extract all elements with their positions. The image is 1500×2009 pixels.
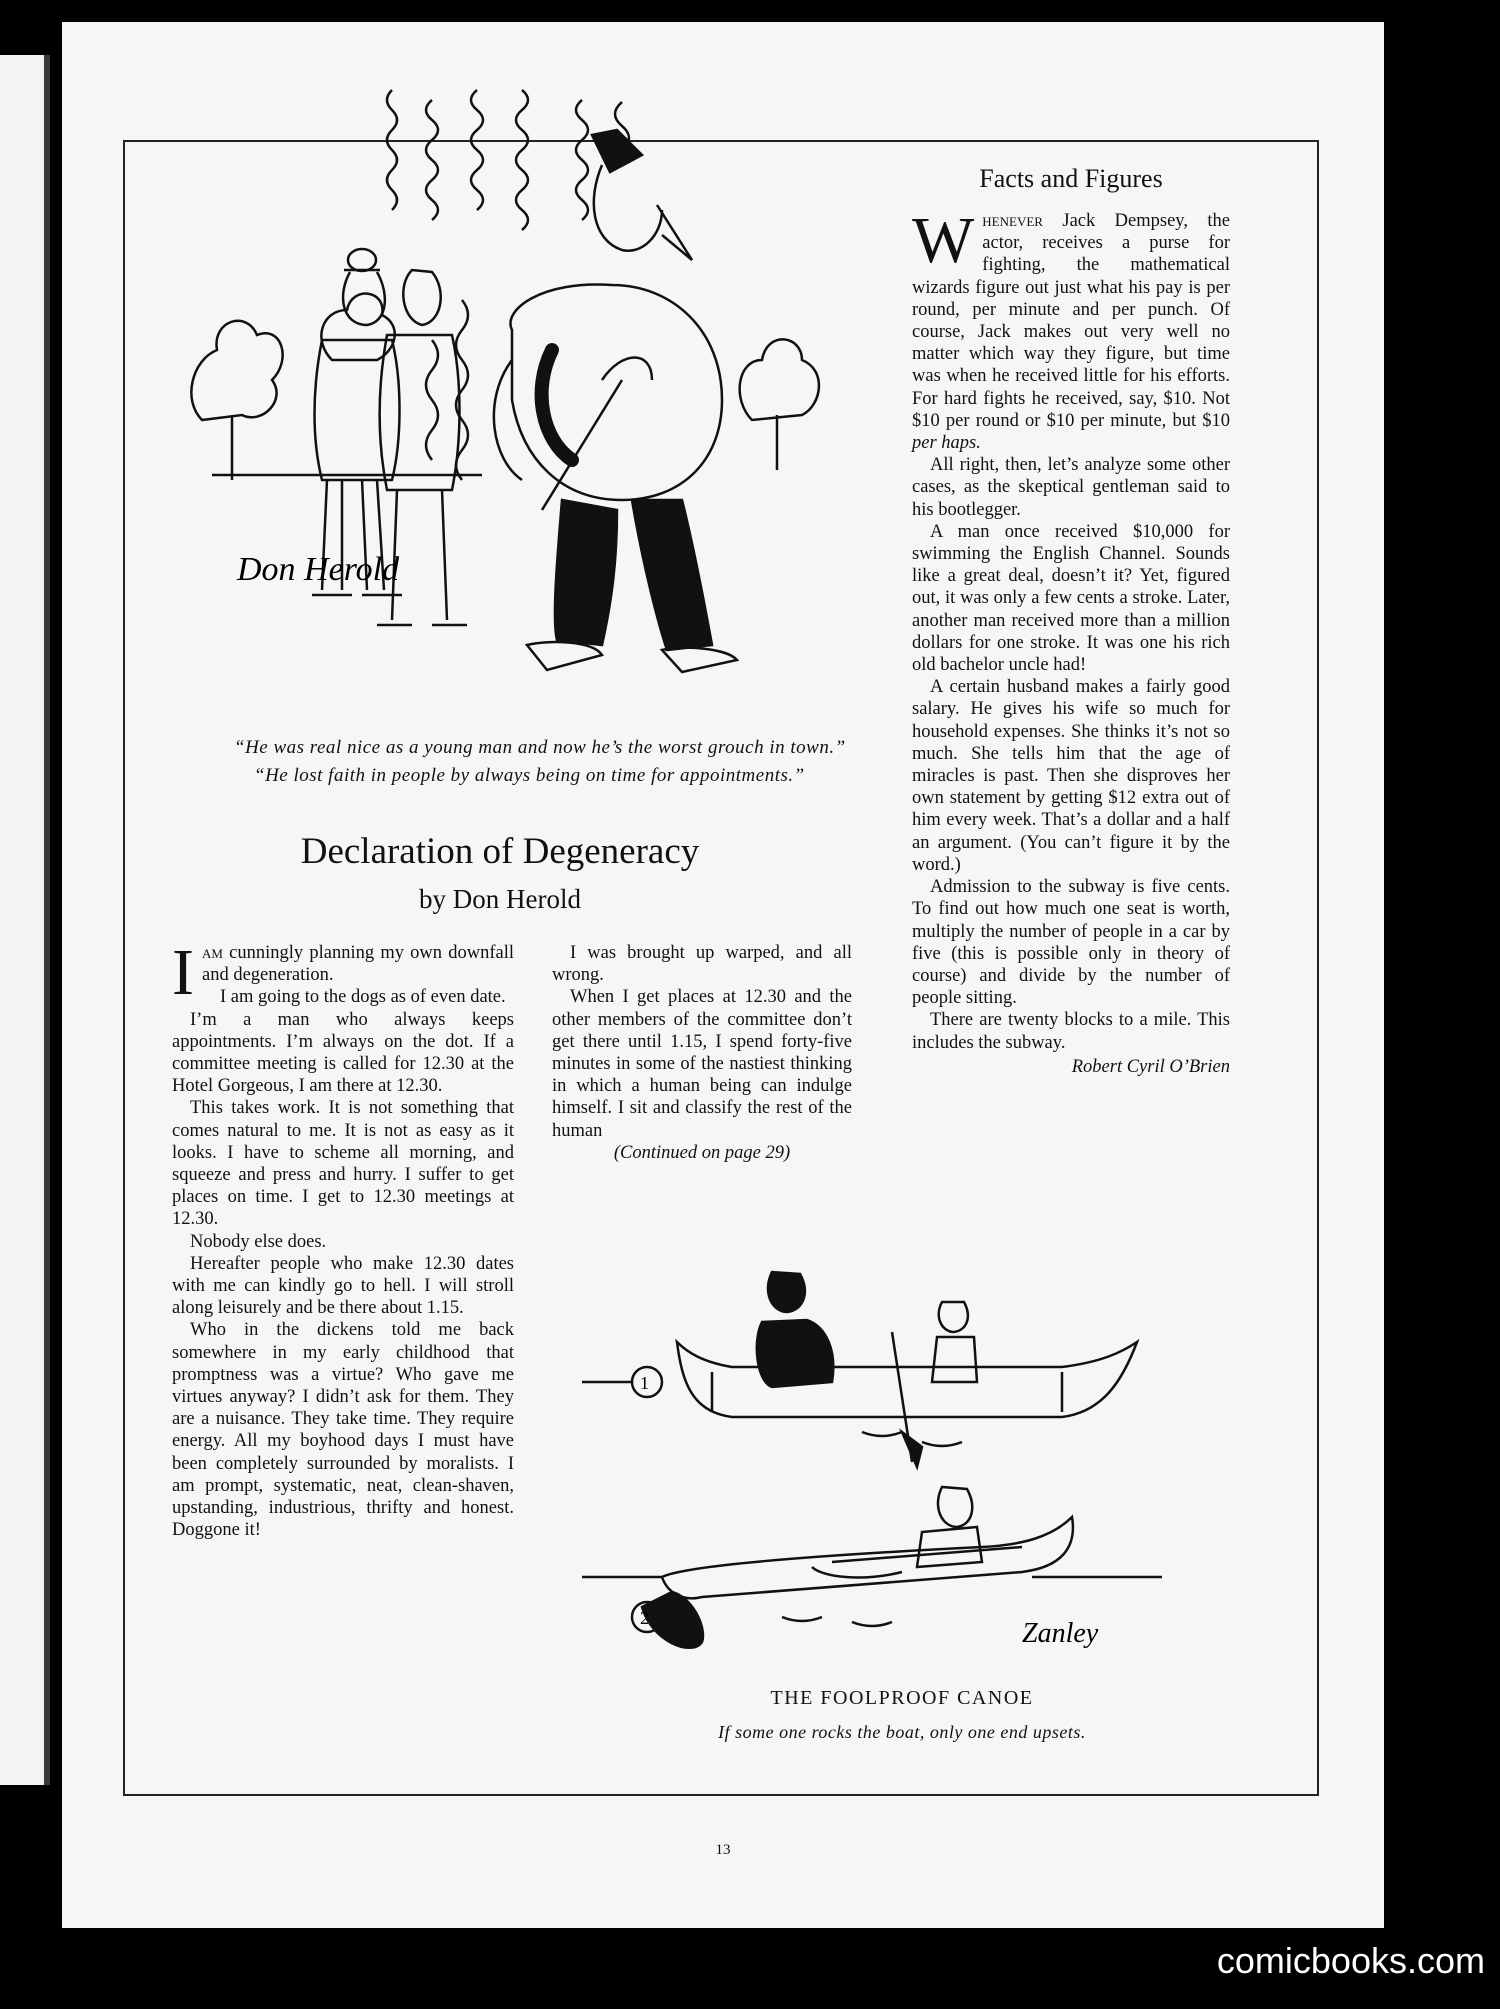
magazine-page (62, 22, 1384, 1928)
article-title: Declaration of Degeneracy (300, 831, 700, 872)
facts-title: Facts and Figures (979, 164, 1163, 193)
facts-paragraph: All right, then, let’s analyze some other cases, as the skeptical gentleman said to his bootlegger. (912, 455, 1230, 520)
adjacent-page-edge (0, 55, 50, 1785)
facts-paragraph: There are twenty blocks to a mile. This includes the subway. (912, 1010, 1230, 1053)
facts-dropcap: W (912, 204, 975, 277)
article-column-1: Iam cunningly planning my own downfall and degeneration. I am going to the dogs as of even date. I’m a man who always keeps appointments. I’m always on the dot. If a committee meeting is called for 12.30 at the Hotel Gorgeous, I am there at 12.30. This takes work. It is not something that comes natural to me. It is not as easy as it looks. I have to scheme all morning, and squeeze and press and hurry. I suffer to get places on time. I get to 12.30 meetings at 12.30. Nobody else does. Hereafter people who make 12.30 dates with me can kindly go to hell. I will stroll along leisurely and be there about 1.15. Who in the dickens told me back somewhere in my early childhood that promptness was a virtue? Who gave me virtues anyway? I didn’t ask for them. They are a nuisance. They take time. They require energy. All my boyhood days I must have been completely surrounded by moralists. I am prompt, systematic, neat, clean-shaven, upstanding, industrious, thrifty and honest. Doggone it! (172, 936, 514, 1541)
canoe-title: THE FOOLPROOF CANOE (770, 1687, 1034, 1709)
article-paragraph: I am going to the dogs as of even date. (219, 987, 506, 1008)
facts-paragraph: A certain husband makes a fairly good salary. He gives his wife so much for household expenses. She thinks it’s not so much. She tells him that the age of miracles is past. Then she disproves her own statement by getting $12 extra out of him every week. That’s a dollar and a half an argument. (You can’t figure it by the word.) (912, 677, 1230, 875)
article-column-2 (552, 942, 852, 1164)
facts-column: Whenever Jack Dempsey, the actor, receives a purse for fighting, the mathematical wizards figure out just what his pay is per round, per minute and per punch. Of course, Jack makes out very well no matter which way they figure, but time was when he received little for his efforts. For hard fights he received, say, $10. Not $10 per round or $10 per minute, but $10 per haps. All right, then, let’s analyze some other cases, as the skeptical gentleman said to his bootlegger. A man once received $10,000 for swimming the English Channel. Sounds like a great deal, doesn’t it? Yet, figured out, it was only a few cents a stroke. Later, another man received more than a million dollars for one stroke. It was one his rich old bachelor uncle had! A certain husband makes a fairly good salary. He gives his wife so much for household expenses. She thinks it’s not so much. She tells him that the age of miracles is past. Then she disproves her own statement by getting $12 extra out of him every week. That’s a dollar and a half an argument. (You can’t figure it by the word.) Admission to the subway is five cents. To find out how much one seat is worth, multiply the number of people in a car by five (this is possible only in theory of course) and divide by the number of people sitting. There are twenty blocks to a mile. This includes the subway. Robert Cyril O’Brien (912, 204, 1230, 1077)
page-number: 13 (715, 1842, 731, 1858)
site-watermark: comicbooks.com (1216, 1940, 1485, 1981)
facts-paragraph: Admission to the subway is five cents. To find out how much one seat is worth, multiply the number of people in a car by five (this is possible only in theory of course) and divide by the number of people sitting. (912, 877, 1230, 1009)
facts-author: Robert Cyril O’Brien (1071, 1056, 1230, 1077)
panel-1-label: 1 (640, 1373, 649, 1393)
article-paragraph: Who in the dickens told me back somewhere in my early childhood that promptness was a virtue? Who gave me virtues anyway? I didn’t ask for them. They are a nuisance. They take time. They require energy. All my boyhood days I must have been completely surrounded by moralists. I am prompt, systematic, neat, clean-shaven, upstanding, industrious, thrifty and honest. Doggone it! (172, 1320, 514, 1541)
canoe-signature: Zanley (1022, 1618, 1099, 1649)
continued-note: (Continued on page 29) (613, 1142, 791, 1163)
canoe-panel-2 (582, 1467, 1162, 1687)
cartoon-caption (234, 734, 894, 790)
article-paragraph: I was brought up warped, and all wrong. (552, 943, 852, 986)
article-paragraph: Hereafter people who make 12.30 dates with me can kindly go to hell. I will stroll along leisurely and be there about 1.15. (172, 1253, 514, 1319)
article-paragraph: This takes work. It is not something that comes natural to me. It is not as easy as it looks. I have to scheme all morning, and squeeze and press and hurry. I suffer to get places on time. I get to 12.30 meetings at 12.30. (172, 1098, 514, 1230)
article-paragraph: Nobody else does. (190, 1231, 327, 1252)
panel-2-label: 2 (640, 1608, 649, 1628)
canoe-subtitle: If some one rocks the boat, only one end upsets. (718, 1722, 1086, 1742)
canoe-panel-1 (582, 1232, 1162, 1472)
caption-line-2: “He lost faith in people by always being on time for appointments.” (254, 765, 805, 786)
article-dropcap: I (172, 936, 194, 1009)
cartoon-signature: Don Herold (237, 551, 400, 588)
article-paragraph: I’m a man who always keeps appointments. I’m always on the dot. If a committee meeting is called for 12.30 at the Hotel Gorgeous, I am there at 12.30. (172, 1009, 514, 1097)
facts-paragraph: A man once received $10,000 for swimming the English Channel. Sounds like a great deal, doesn’t it? Yet, figured out, it was only a few cents a stroke. Later, another man received more than a million dollars for one stroke. It was one his rich old bachelor uncle had! (912, 521, 1230, 676)
article-paragraph: When I get places at 12.30 and the other members of the committee don’t get there until 1.15, I spend forty-five minutes in some of the nastiest thinking in which a human being can indulge himself. I sit and classify the rest of the human (552, 987, 852, 1141)
article-byline: by Don Herold (419, 884, 581, 914)
caption-line-1: “He was real nice as a young man and now he’s the worst grouch in town.” (234, 737, 846, 758)
grouch-cartoon-illustration (162, 60, 882, 740)
